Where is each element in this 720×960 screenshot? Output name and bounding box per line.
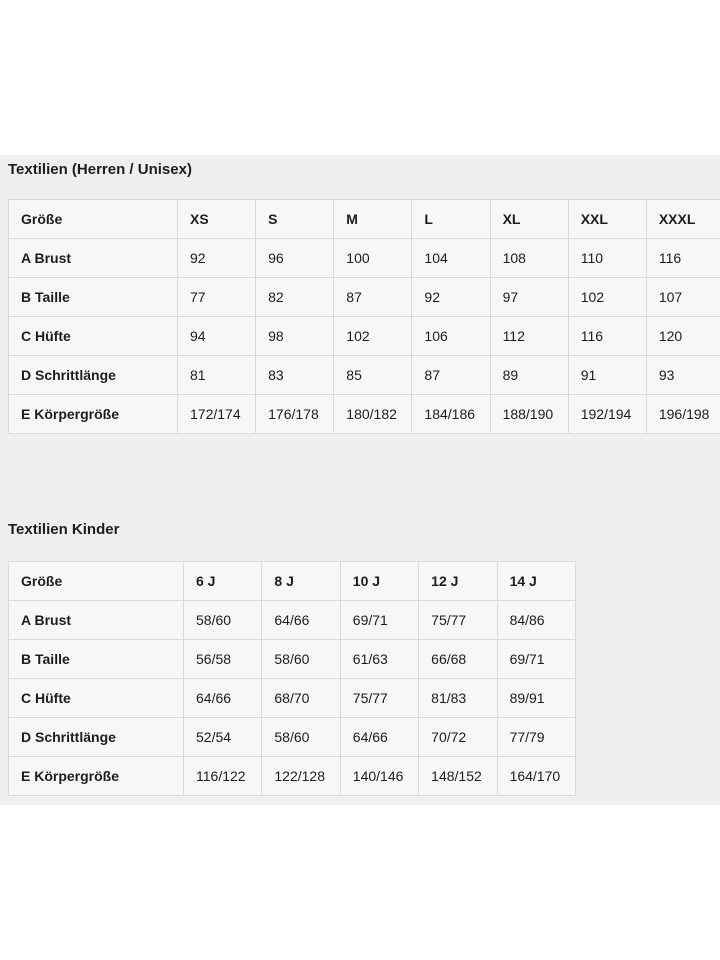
- cell-value: 148/152: [419, 757, 497, 796]
- column-header: L: [412, 200, 490, 239]
- cell-value: 77/79: [497, 718, 575, 757]
- cell-value: 188/190: [490, 395, 568, 434]
- table-header: [9, 562, 576, 601]
- cell-value: 87: [334, 278, 412, 317]
- column-header: 10 J: [340, 562, 418, 601]
- row-label: C Hüfte: [9, 679, 184, 718]
- row-label: A Brust: [9, 239, 178, 278]
- column-header: Größe: [9, 562, 184, 601]
- row-label: B Taille: [9, 640, 184, 679]
- cell-value: 192/194: [568, 395, 646, 434]
- cell-value: 196/198: [646, 395, 720, 434]
- cell-value: 98: [256, 317, 334, 356]
- cell-value: 176/178: [256, 395, 334, 434]
- cell-value: 89: [490, 356, 568, 395]
- row-label: E Körpergröße: [9, 757, 184, 796]
- column-header: M: [334, 200, 412, 239]
- column-header: S: [256, 200, 334, 239]
- table-row: [9, 679, 576, 718]
- cell-value: 77: [178, 278, 256, 317]
- cell-value: 94: [178, 317, 256, 356]
- size-table-kids: [8, 561, 576, 796]
- cell-value: 106: [412, 317, 490, 356]
- cell-value: 64/66: [184, 679, 262, 718]
- cell-value: 122/128: [262, 757, 340, 796]
- column-header: 8 J: [262, 562, 340, 601]
- table-row: [9, 640, 576, 679]
- cell-value: 61/63: [340, 640, 418, 679]
- table-header: [9, 200, 720, 239]
- cell-value: 91: [568, 356, 646, 395]
- table-row: [9, 278, 720, 317]
- table-row: [9, 239, 720, 278]
- cell-value: 116/122: [184, 757, 262, 796]
- row-label: C Hüfte: [9, 317, 178, 356]
- cell-value: 87: [412, 356, 490, 395]
- column-header: XL: [490, 200, 568, 239]
- cell-value: 92: [412, 278, 490, 317]
- cell-value: 112: [490, 317, 568, 356]
- cell-value: 81/83: [419, 679, 497, 718]
- cell-value: 64/66: [262, 601, 340, 640]
- row-label: A Brust: [9, 601, 184, 640]
- table-row: [9, 317, 720, 356]
- cell-value: 164/170: [497, 757, 575, 796]
- cell-value: 75/77: [419, 601, 497, 640]
- table-body: [9, 239, 720, 434]
- table-row: [9, 601, 576, 640]
- cell-value: 184/186: [412, 395, 490, 434]
- column-header: XXL: [568, 200, 646, 239]
- cell-value: 140/146: [340, 757, 418, 796]
- section-title-kids: Textilien Kinder: [8, 521, 120, 538]
- table-row: [9, 757, 576, 796]
- cell-value: 58/60: [262, 640, 340, 679]
- column-header: Größe: [9, 200, 178, 239]
- cell-value: 70/72: [419, 718, 497, 757]
- row-label: B Taille: [9, 278, 178, 317]
- cell-value: 58/60: [184, 601, 262, 640]
- header-row: [9, 200, 720, 239]
- size-chart-panel: [0, 155, 720, 805]
- cell-value: 84/86: [497, 601, 575, 640]
- column-header: 6 J: [184, 562, 262, 601]
- header-row: [9, 562, 576, 601]
- cell-value: 97: [490, 278, 568, 317]
- row-label: E Körpergröße: [9, 395, 178, 434]
- cell-value: 69/71: [340, 601, 418, 640]
- cell-value: 107: [646, 278, 720, 317]
- row-label: D Schrittlänge: [9, 718, 184, 757]
- table-row: [9, 356, 720, 395]
- cell-value: 92: [178, 239, 256, 278]
- cell-value: 83: [256, 356, 334, 395]
- size-table-men-unisex: [8, 199, 720, 434]
- cell-value: 102: [568, 278, 646, 317]
- cell-value: 58/60: [262, 718, 340, 757]
- cell-value: 102: [334, 317, 412, 356]
- cell-value: 75/77: [340, 679, 418, 718]
- cell-value: 64/66: [340, 718, 418, 757]
- cell-value: 69/71: [497, 640, 575, 679]
- table-row: [9, 395, 720, 434]
- cell-value: 82: [256, 278, 334, 317]
- cell-value: 52/54: [184, 718, 262, 757]
- cell-value: 56/58: [184, 640, 262, 679]
- row-label: D Schrittlänge: [9, 356, 178, 395]
- table-row: [9, 718, 576, 757]
- cell-value: 68/70: [262, 679, 340, 718]
- cell-value: 89/91: [497, 679, 575, 718]
- section-title-men-unisex: Textilien (Herren / Unisex): [8, 161, 192, 178]
- cell-value: 110: [568, 239, 646, 278]
- cell-value: 120: [646, 317, 720, 356]
- cell-value: 180/182: [334, 395, 412, 434]
- cell-value: 85: [334, 356, 412, 395]
- column-header: XS: [178, 200, 256, 239]
- cell-value: 108: [490, 239, 568, 278]
- column-header: XXXL: [646, 200, 720, 239]
- table-body: [9, 601, 576, 796]
- cell-value: 104: [412, 239, 490, 278]
- cell-value: 81: [178, 356, 256, 395]
- column-header: 12 J: [419, 562, 497, 601]
- cell-value: 100: [334, 239, 412, 278]
- column-header: 14 J: [497, 562, 575, 601]
- cell-value: 66/68: [419, 640, 497, 679]
- cell-value: 116: [568, 317, 646, 356]
- cell-value: 172/174: [178, 395, 256, 434]
- cell-value: 116: [646, 239, 720, 278]
- cell-value: 93: [646, 356, 720, 395]
- cell-value: 96: [256, 239, 334, 278]
